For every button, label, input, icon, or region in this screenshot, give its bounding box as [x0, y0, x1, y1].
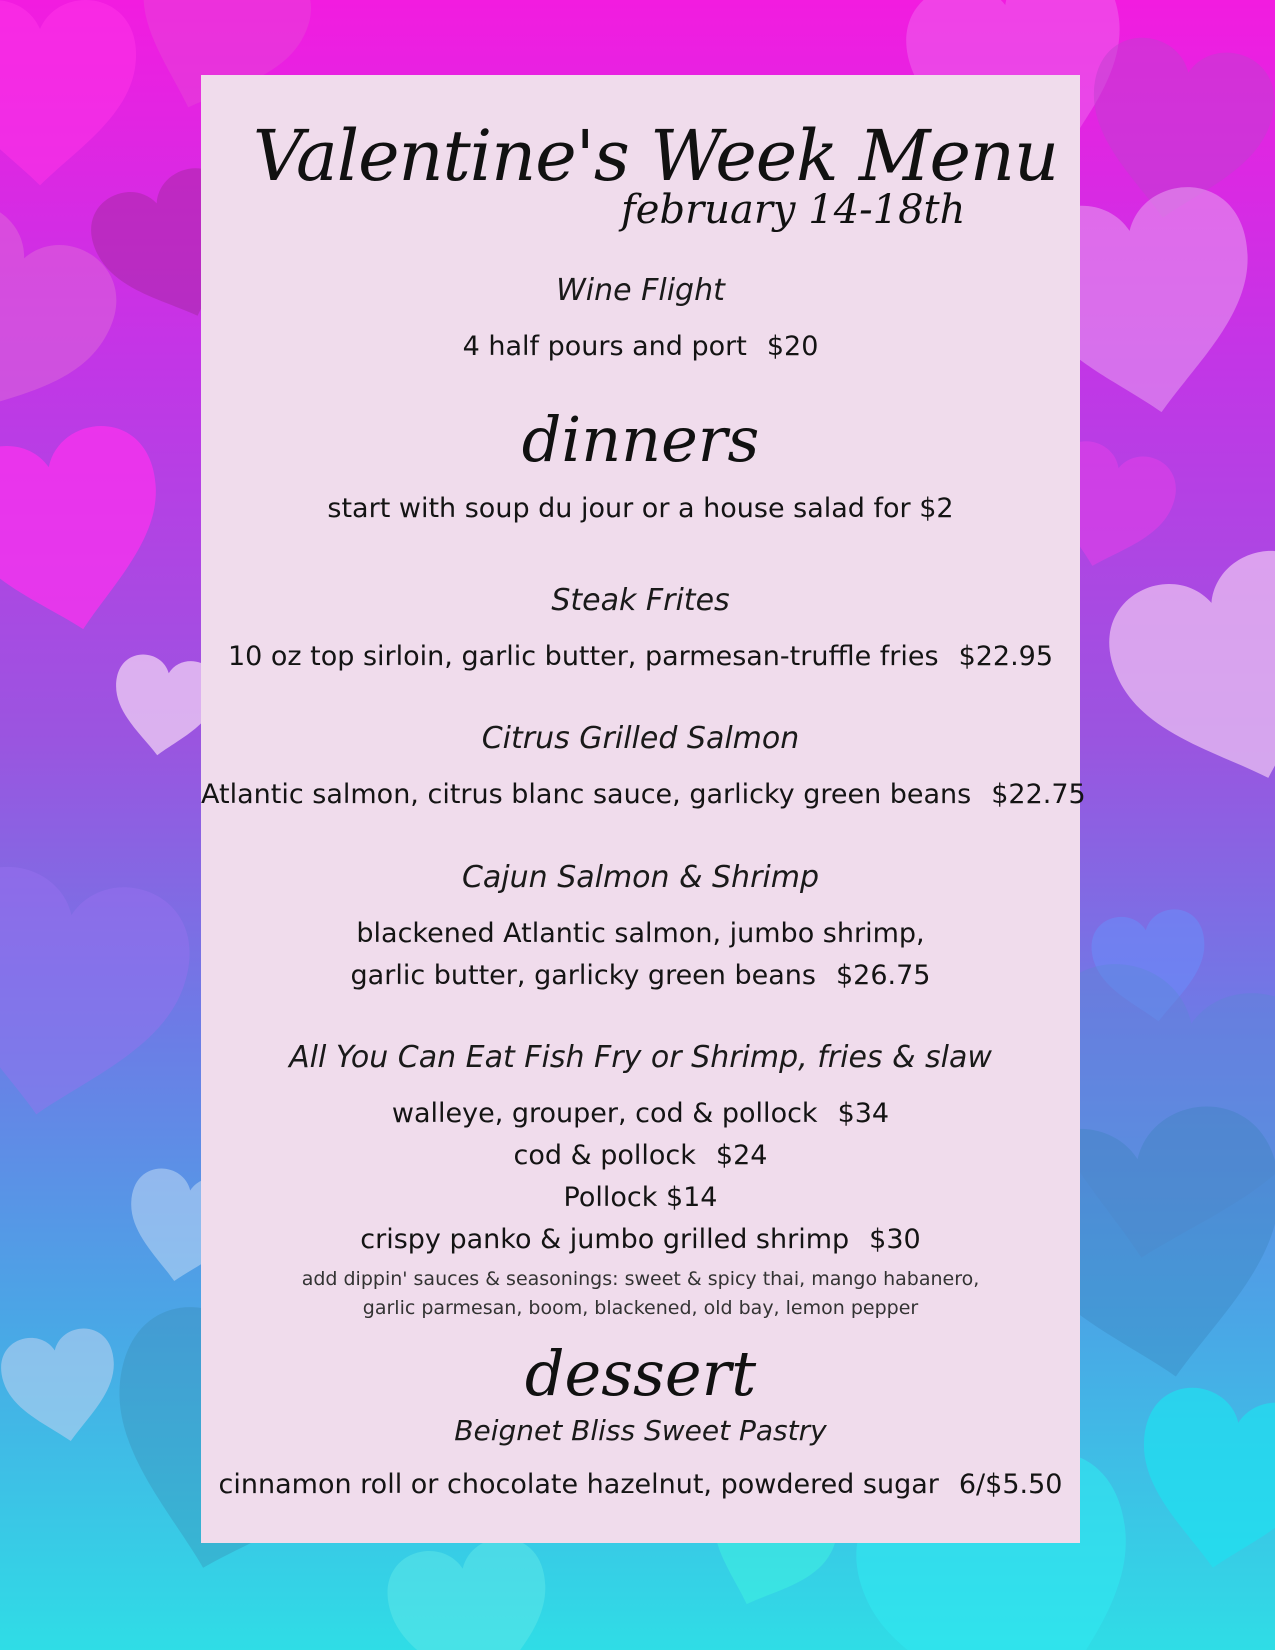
steak-frites-heading: Steak Frites	[551, 583, 730, 618]
cajun-heading: Cajun Salmon & Shrimp	[461, 860, 820, 895]
fish-fry-option-label: cod & pollock	[513, 1140, 696, 1171]
steak-frites-description: 10 oz top sirloin, garlic butter, parmesan-truffle fries	[227, 641, 939, 672]
citrus-salmon-description: Atlantic salmon, citrus blanc sauce, garlicky green beans	[201, 779, 972, 810]
dessert-line	[201, 1469, 1080, 1500]
fish-fry-heading: All You Can Eat Fish Fry or Shrimp, fries & slaw	[289, 1040, 992, 1075]
wine-flight-price: $20	[766, 331, 819, 362]
dessert-price: 6/$5.50	[958, 1469, 1063, 1500]
fish-fry-option-label: Pollock $14	[563, 1182, 718, 1213]
steak-frites-price: $22.95	[958, 641, 1054, 672]
steak-frites-line	[201, 641, 1080, 672]
fish-fry-option	[201, 1098, 1080, 1129]
menu-dates: february 14-18th	[621, 187, 966, 233]
fish-fry-option-label: crispy panko & jumbo grilled shrimp	[360, 1224, 850, 1255]
menu-title: Valentine's Week Menu	[252, 115, 1059, 197]
sauces-line-1: add dippin' sauces & seasonings: sweet & spicy thai, mango habanero,	[301, 1268, 980, 1290]
cajun-line-2	[201, 960, 1080, 991]
wine-flight-description: 4 half pours and port	[462, 331, 747, 362]
dessert-name: Beignet Bliss Sweet Pastry	[454, 1414, 827, 1447]
fish-fry-option	[201, 1140, 1080, 1171]
cajun-price: $26.75	[835, 960, 931, 991]
dinners-note: start with soup du jour or a house salad for $2	[327, 493, 954, 524]
cajun-description: garlic butter, garlicky green beans	[350, 960, 816, 991]
fish-fry-option	[201, 1182, 1080, 1213]
cajun-line-1: blackened Atlantic salmon, jumbo shrimp,	[356, 918, 925, 949]
citrus-salmon-line	[201, 779, 1086, 810]
dinners-heading: dinners	[521, 403, 760, 476]
fish-fry-option-label: walleye, grouper, cod & pollock	[391, 1098, 818, 1129]
fish-fry-option-price: $24	[715, 1140, 768, 1171]
wine-flight-heading: Wine Flight	[556, 273, 725, 308]
wine-flight-line	[201, 331, 1080, 362]
dessert-description: cinnamon roll or chocolate hazelnut, powdered sugar	[218, 1469, 939, 1500]
citrus-salmon-heading: Citrus Grilled Salmon	[481, 721, 800, 756]
fish-fry-option-price: $30	[869, 1224, 921, 1255]
citrus-salmon-price: $22.75	[991, 779, 1086, 810]
dessert-heading: dessert	[524, 1337, 757, 1410]
sauces-line-2: garlic parmesan, boom, blackened, old bay, lemon pepper	[362, 1297, 919, 1319]
menu-card	[201, 75, 1086, 1543]
fish-fry-option	[201, 1224, 1080, 1255]
fish-fry-option-price: $34	[837, 1098, 890, 1129]
